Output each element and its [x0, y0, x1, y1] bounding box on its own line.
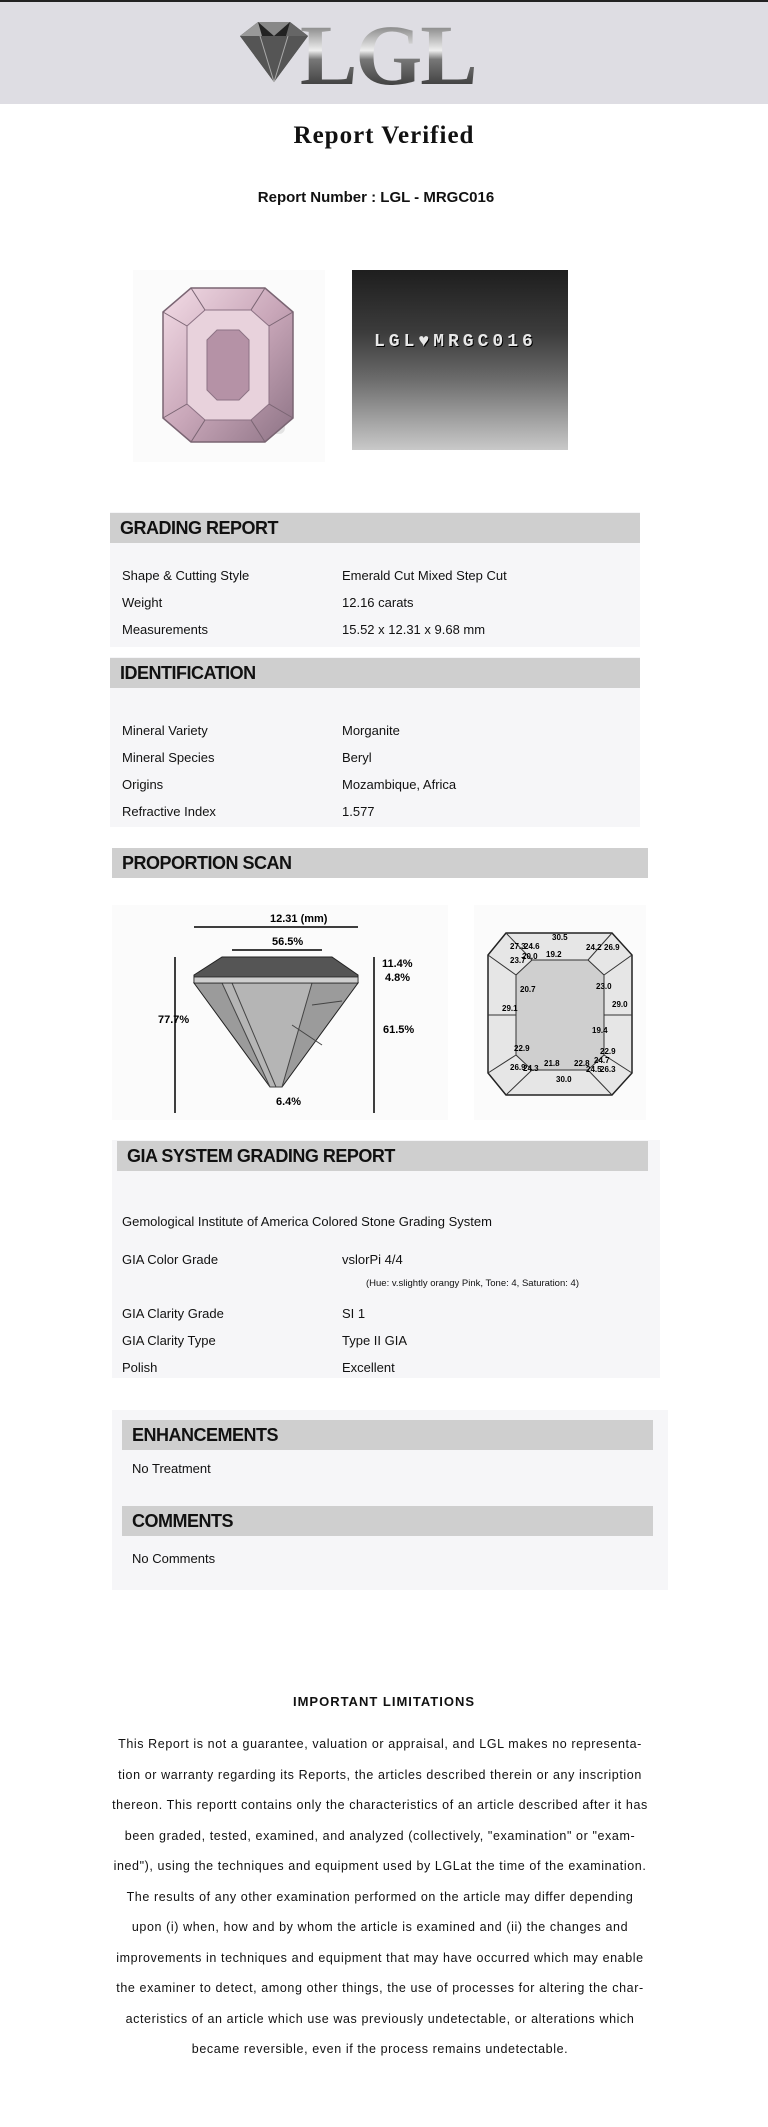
- limitations-line: the examiner to detect, among other things, the use of processes for altering the char-: [116, 1981, 644, 1995]
- inscription-photo: [352, 270, 568, 450]
- gia-clarity-grade-label: GIA Clarity Grade: [122, 1306, 224, 1321]
- identification-heading: IDENTIFICATION: [110, 658, 640, 688]
- top-view-diagram: [474, 905, 646, 1120]
- profile-total-depth: 77.7%: [158, 1014, 190, 1026]
- mineral-species-label: Mineral Species: [122, 750, 215, 765]
- limitations-line: upon (i) when, how and by whom the article is examined and (ii) the changes and: [131, 1920, 629, 1934]
- profile-crown: 11.4%: [382, 958, 413, 970]
- gia-clarity-grade-value: SI 1: [342, 1306, 366, 1321]
- refractive-index-value: 1.577: [342, 804, 375, 819]
- origins-label: Origins: [122, 777, 164, 792]
- refractive-index-label: Refractive Index: [122, 804, 216, 819]
- top-view-value-15: 22.9: [600, 1047, 616, 1056]
- top-view-value-2: 24.6: [524, 942, 540, 951]
- proportion-scan-heading: PROPORTION SCAN: [112, 848, 648, 878]
- measurements-label: Measurements: [122, 622, 208, 637]
- top-view-value-4: 24.2: [586, 943, 602, 952]
- limitations-line: been graded, tested, examined, and analyzed (collectively, "examination" or "exam-: [124, 1828, 636, 1843]
- profile-diagram: [112, 905, 448, 1120]
- profile-width: 12.31 (mm): [270, 913, 328, 925]
- limitations-line: improvements in techniques and equipment that may have occurred which may enable: [116, 1950, 644, 1965]
- profile-culet: 6.4%: [276, 1096, 302, 1108]
- mineral-variety-value: Morganite: [342, 723, 400, 738]
- shape-label: Shape & Cutting Style: [122, 568, 250, 583]
- comments-text: No Comments: [132, 1551, 216, 1566]
- measurements-value: 15.52 x 12.31 x 9.68 mm: [342, 622, 486, 637]
- report-number: Report Number : LGL - MRGC016: [257, 189, 495, 206]
- top-view-value-11: 29.1: [502, 1004, 518, 1013]
- top-view-value-6: 23.7: [510, 956, 526, 965]
- top-view-value-18: 24.3: [523, 1064, 539, 1073]
- gia-clarity-type-value: Type II GIA: [342, 1333, 408, 1348]
- profile-pavilion: 61.5%: [383, 1024, 415, 1036]
- header-banner: [0, 2, 768, 104]
- limitations-line: thereon. This reportt contains only the characteristics of an article described after it has: [112, 1798, 648, 1812]
- gemstone-photo: [133, 270, 325, 462]
- top-view-value-13: 19.4: [592, 1026, 608, 1035]
- limitations-heading: IMPORTANT LIMITATIONS: [292, 1694, 476, 1709]
- weight-label: Weight: [122, 595, 163, 610]
- polish-value: Excellent: [342, 1360, 395, 1375]
- top-view-value-22: 26.3: [600, 1065, 616, 1074]
- top-view-value-17: 26.9: [510, 1063, 526, 1072]
- top-view-value-23: 30.0: [556, 1075, 572, 1084]
- origins-value: Mozambique, Africa: [342, 777, 457, 792]
- top-view-value-9: 20.7: [520, 985, 536, 994]
- top-view-value-5: 26.9: [604, 943, 620, 952]
- top-view-value-3: 30.5: [552, 933, 568, 942]
- top-view-value-8: 19.2: [546, 950, 562, 959]
- mineral-species-value: Beryl: [342, 750, 372, 765]
- gia-system-text: Gemological Institute of America Colored Stone Grading System: [122, 1214, 492, 1229]
- shape-value: Emerald Cut Mixed Step Cut: [342, 568, 507, 583]
- top-view-value-16: 24.7: [594, 1056, 610, 1065]
- top-view-value-19: 21.8: [544, 1059, 560, 1068]
- profile-girdle: 4.8%: [385, 972, 411, 984]
- gia-color-value: vslorPi 4/4: [342, 1252, 403, 1267]
- limitations-line: acteristics of an article which use was previously undetectable, or alterations which: [125, 2011, 635, 2026]
- mineral-variety-label: Mineral Variety: [122, 723, 208, 738]
- limitations-line: became reversible, even if the process remains undetectable.: [191, 2042, 569, 2056]
- profile-table: 56.5%: [272, 936, 304, 948]
- top-view-value-10: 23.0: [596, 982, 612, 991]
- page-title: Report Verified: [293, 122, 475, 149]
- laser-inscription: LGL♥MRGC016: [374, 332, 537, 352]
- enhancements-text: No Treatment: [132, 1461, 211, 1476]
- emerald-cut-gem-icon: [133, 270, 325, 462]
- logo-wordmark: LGL: [300, 7, 476, 103]
- top-view-value-14: 22.9: [514, 1044, 530, 1053]
- gia-hue-note: (Hue: v.slightly orangy Pink, Tone: 4, Saturation: 4): [366, 1278, 579, 1289]
- top-view-value-1: 27.3: [510, 942, 526, 951]
- top-view-value-21: 24.5: [586, 1065, 602, 1074]
- gia-heading: GIA SYSTEM GRADING REPORT: [117, 1141, 648, 1171]
- enhancements-heading: ENHANCEMENTS: [122, 1420, 653, 1450]
- limitations-line: The results of any other examination performed on the article may differ depending: [126, 1889, 634, 1904]
- polish-label: Polish: [122, 1360, 158, 1375]
- top-view-value-12: 29.0: [612, 1000, 628, 1009]
- limitations-line: This Report is not a guarantee, valuation or appraisal, and LGL makes no representa-: [118, 1737, 642, 1751]
- comments-heading: COMMENTS: [122, 1506, 653, 1536]
- limitations-line: tion or warranty regarding its Reports, the articles described therein or any inscription: [118, 1767, 642, 1782]
- limitations-line: ined"), using the techniques and equipment used by LGLat the time of the examination.: [113, 1859, 647, 1873]
- gia-color-label: GIA Color Grade: [122, 1252, 219, 1267]
- gia-clarity-type-label: GIA Clarity Type: [122, 1333, 216, 1348]
- top-view-value-7: 20.0: [522, 952, 538, 961]
- weight-value: 12.16 carats: [342, 595, 414, 610]
- grading-report-heading: GRADING REPORT: [110, 513, 640, 543]
- top-view-value-20: 22.8: [574, 1059, 590, 1068]
